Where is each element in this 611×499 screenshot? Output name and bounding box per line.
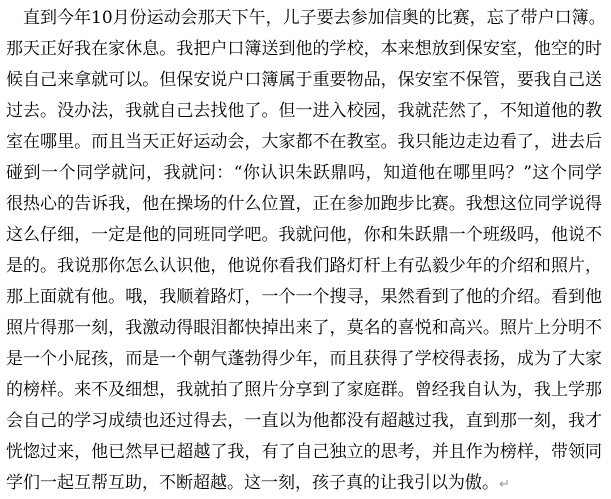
paragraph-line-16 [6,469,602,497]
paragraph-line-5: 室在哪里。而且当天正好运动会，大家都不在教室。我只能边走边看了，进去后 [6,132,602,152]
paragraph-line-16-text: 学们一起互帮互助，不断超越。这一刻，孩子真的让我引以为傲。 [6,473,499,493]
paragraph-line-6: 碰到一个同学就问，我就问：“你认识朱跃鼎吗，知道他在哪里吗？”这个同学 [6,163,602,183]
paragraph-line-9: 是的。我说那你怎么认识他，他说你看我们路灯杆上有弘毅少年的介绍和照片， [6,256,602,276]
paragraph-line-1: 直到今年10月份运动会那天下午，儿子要去参加信奥的比赛，忘了带户口簿。 [6,8,606,28]
paragraph-line-13: 的榜样。来不及细想，我就拍了照片分享到了家庭群。曾经我自认为，我上学那 [6,380,602,400]
paragraph-mark-icon: ↵ [499,477,510,492]
paragraph-line-7: 很热心的告诉我，他在操场的什么位置，正在参加跑步比赛。我想这位同学说得 [6,194,602,214]
paragraph-line-8: 这么仔细，一定是他的同班同学吧。我就问他，你和朱跃鼎一个班级吗，他说不 [6,225,602,245]
paragraph-line-10: 那上面就有他。哦，我顺着路灯，一个一个搜寻，果然看到了他的介绍。看到他 [6,287,602,307]
paragraph-line-15: 恍惚过来，他已然早已超越了我，有了自己独立的思考，并且作为榜样，带领同 [6,442,602,462]
paragraph-line-4: 过去。没办法，我就自己去找他了。但一进入校园，我就茫然了，不知道他的教 [6,101,602,121]
paragraph-line-12: 是一个小屁孩，而是一个朝气蓬勃得少年，而且获得了学校得表扬，成为了大家 [6,349,602,369]
paragraph-line-3: 候自己来拿就可以。但保安说户口簿属于重要物品，保安室不保管，要我自己送 [6,70,602,90]
paragraph-line-11: 照片得那一刻，我激动得眼泪都快掉出来了，莫名的喜悦和高兴。照片上分明不 [6,318,602,338]
paragraph-line-2: 那天正好我在家休息。我把户口簿送到他的学校，本来想放到保安室，他空的时 [6,39,602,59]
paragraph-line-14: 会自己的学习成绩也还过得去，一直以为他都没有超越过我，直到那一刻，我才 [6,411,602,431]
